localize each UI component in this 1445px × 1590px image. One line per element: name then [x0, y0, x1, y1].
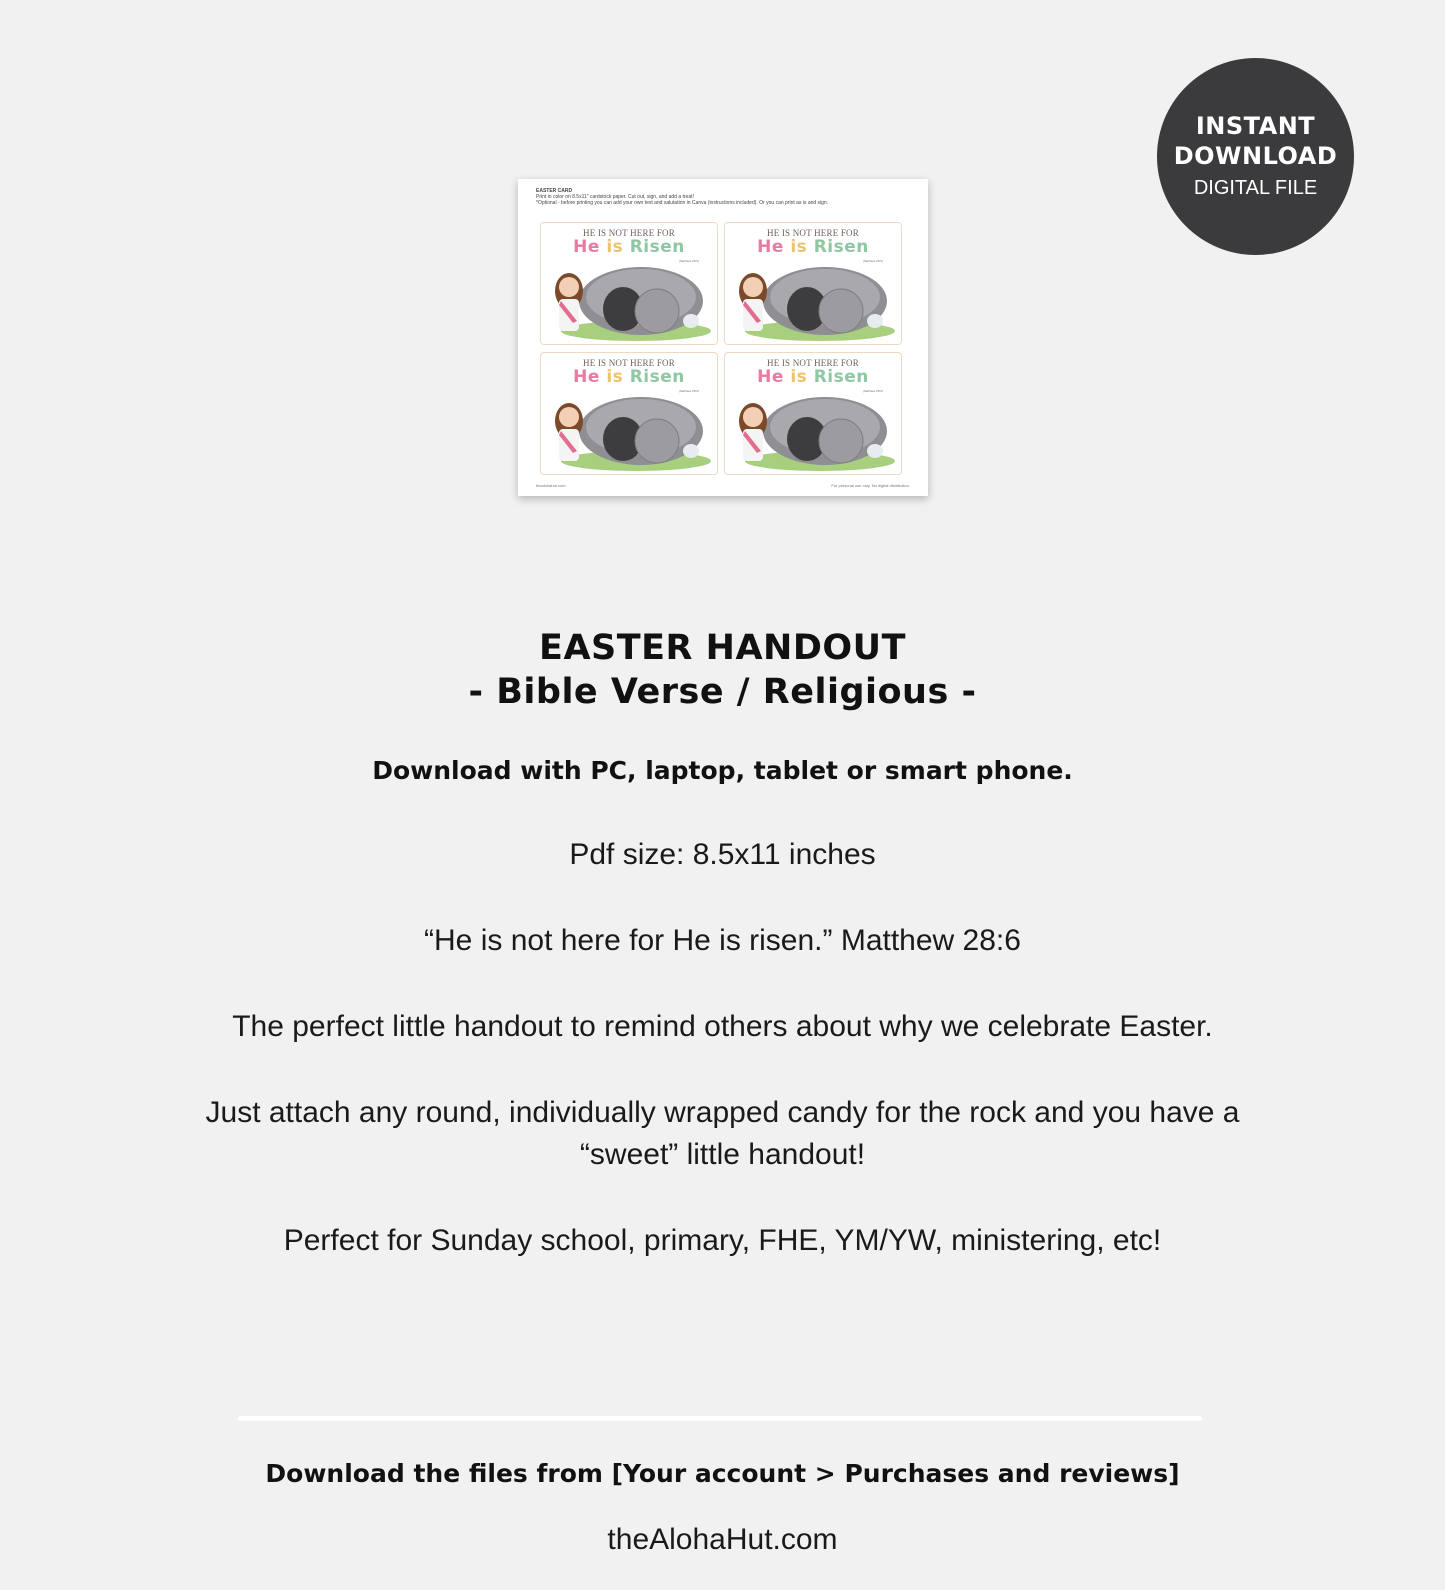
sheet-title: EASTER CARD	[536, 188, 573, 194]
sheet-footer-license: For personal use only. No digital distribution.	[831, 483, 910, 488]
sheet-footer-website: thealohahut.com	[536, 483, 566, 488]
card-word-is: is	[606, 237, 624, 257]
easter-card	[540, 222, 718, 345]
jesus-tomb-illustration	[725, 259, 901, 344]
attach-candy-line-1: Just attach any round, individually wrapped candy for the rock and you have a	[205, 1096, 1240, 1129]
product-subtitle: - Bible Verse / Religious -	[468, 672, 977, 712]
card-he-is-risen	[541, 367, 717, 387]
card-reference: (Matthew 28:6)	[678, 259, 699, 263]
card-word-risen: Risen	[629, 367, 685, 387]
jesus-tomb-illustration	[541, 389, 717, 474]
product-title: EASTER HANDOUT	[539, 628, 906, 668]
badge-line-download: DOWNLOAD	[1173, 141, 1338, 170]
card-line-top: HE IS NOT HERE FOR	[767, 358, 859, 368]
card-he-is-risen	[725, 237, 901, 257]
easter-card	[724, 222, 902, 345]
instant-download-badge	[1157, 58, 1354, 255]
sheet-instructions-2: *Optional - before printing you can add your own text and salutation in Canva (instructions included). Or you can print as is and sign.	[536, 200, 829, 206]
card-reference: (Matthew 28:6)	[678, 389, 699, 393]
download-files-note: Download the files from [Your account > Purchases and reviews]	[265, 1459, 1180, 1488]
card-reference: (Matthew 28:6)	[862, 259, 883, 263]
card-line-top: HE IS NOT HERE FOR	[767, 228, 859, 238]
card-word-is: is	[790, 367, 808, 387]
card-word-he: He	[573, 237, 600, 257]
jesus-tomb-illustration	[725, 389, 901, 474]
card-he-is-risen	[725, 367, 901, 387]
card-word-risen: Risen	[629, 237, 685, 257]
perfect-for: Perfect for Sunday school, primary, FHE, YM/YW, ministering, etc!	[283, 1224, 1162, 1257]
website: theAlohaHut.com	[607, 1523, 838, 1556]
easter-card	[540, 352, 718, 475]
card-line-top: HE IS NOT HERE FOR	[583, 358, 675, 368]
description: The perfect little handout to remind others about why we celebrate Easter.	[232, 1010, 1213, 1043]
card-word-is: is	[790, 237, 808, 257]
card-word-he: He	[757, 367, 784, 387]
card-word-is: is	[606, 367, 624, 387]
attach-candy-line-2: “sweet” little handout!	[579, 1138, 866, 1171]
download-device-note: Download with PC, laptop, tablet or smart phone.	[372, 756, 1073, 785]
pdf-size: Pdf size: 8.5x11 inches	[569, 838, 876, 871]
badge-line-digital-file: DIGITAL FILE	[1193, 176, 1318, 199]
sheet-instructions-1: Print in color on 8.5x11" cardstock paper. Cut out, sign, and add a treat!	[536, 194, 694, 200]
card-line-top: HE IS NOT HERE FOR	[583, 228, 675, 238]
jesus-tomb-illustration	[541, 259, 717, 344]
bible-verse: “He is not here for He is risen.” Matthew 28:6	[424, 924, 1021, 957]
badge-line-instant: INSTANT	[1195, 111, 1316, 140]
card-word-he: He	[757, 237, 784, 257]
card-word-risen: Risen	[813, 367, 869, 387]
printable-preview-sheet	[518, 179, 928, 496]
divider	[238, 1416, 1202, 1421]
easter-card	[724, 352, 902, 475]
sheet-header	[536, 188, 916, 206]
card-word-risen: Risen	[813, 237, 869, 257]
card-reference: (Matthew 28:6)	[862, 389, 883, 393]
card-word-he: He	[573, 367, 600, 387]
card-he-is-risen	[541, 237, 717, 257]
